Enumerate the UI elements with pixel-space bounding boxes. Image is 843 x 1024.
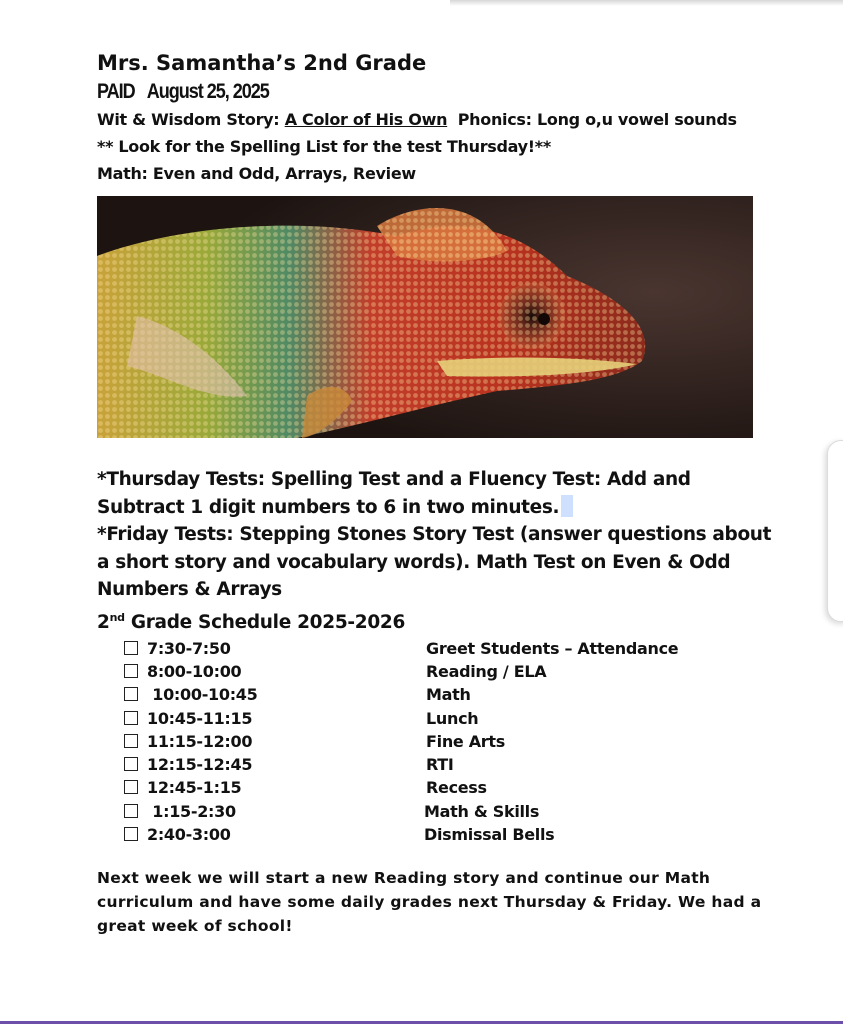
story-line — [97, 106, 777, 133]
schedule-item — [124, 755, 777, 778]
thursday-tests: *Thursday Tests: Spelling Test and a Fluency Test: Add and Subtract 1 digit numbers to 6 in two minutes. — [97, 469, 691, 518]
schedule-item — [124, 732, 777, 755]
date-line — [97, 78, 682, 106]
schedule-activity: Reading / ELA — [426, 661, 547, 681]
schedule-time: 11:15-12:00 — [147, 731, 253, 751]
schedule-item — [124, 662, 777, 685]
checkbox-icon[interactable] — [124, 641, 138, 655]
schedule-activity: RTI — [426, 755, 454, 775]
paid-label: PAID — [97, 80, 135, 103]
wit-wisdom-label: Wit & Wisdom Story: — [97, 110, 280, 129]
schedule-item — [124, 639, 777, 662]
schedule-time: 8:00-10:00 — [147, 661, 242, 681]
text-cursor — [561, 495, 573, 517]
chameleon-photo-icon — [97, 196, 753, 438]
schedule-item — [124, 802, 777, 825]
schedule-time: 10:45-11:15 — [147, 708, 253, 728]
schedule-activity: Lunch — [426, 708, 479, 728]
top-shadow — [450, 0, 843, 6]
schedule-title: 2nd Grade Schedule 2025-2026 — [97, 610, 406, 633]
math-topics: Math: Even and Odd, Arrays, Review — [97, 164, 416, 183]
newsletter-date: August 25, 2025 — [146, 80, 269, 103]
checkbox-icon[interactable] — [124, 687, 138, 701]
schedule-item — [124, 685, 777, 708]
schedule-activity: Greet Students – Attendance — [426, 638, 679, 658]
schedule-list — [97, 639, 777, 849]
spelling-reminder: ** Look for the Spelling List for the test Thursday!** — [97, 137, 551, 156]
checkbox-icon[interactable] — [124, 734, 138, 748]
schedule-item — [124, 825, 777, 848]
schedule-time: 12:15-12:45 — [147, 755, 253, 775]
schedule-time: 2:40-3:00 — [147, 825, 231, 845]
page-title: Mrs. Samantha’s 2nd Grade — [97, 51, 427, 75]
schedule-time: 10:00-10:45 — [147, 685, 258, 705]
schedule-time: 12:45-1:15 — [147, 778, 242, 798]
newsletter-document — [97, 48, 777, 938]
phonics-text: Phonics: Long o,u vowel sounds — [457, 110, 737, 129]
side-panel-handle[interactable] — [827, 440, 843, 622]
story-title: A Color of His Own — [284, 110, 448, 129]
schedule-activity: Math — [426, 685, 471, 705]
checkbox-icon[interactable] — [124, 664, 138, 678]
schedule-activity: Recess — [426, 778, 487, 798]
checkbox-icon[interactable] — [124, 804, 138, 818]
schedule-item — [124, 778, 777, 801]
tests-section — [97, 466, 777, 604]
checkbox-icon[interactable] — [124, 827, 138, 841]
schedule-time: 1:15-2:30 — [147, 801, 236, 821]
schedule-activity: Fine Arts — [426, 731, 505, 751]
schedule-activity: Math & Skills — [424, 801, 540, 821]
schedule-item — [124, 709, 777, 732]
checkbox-icon[interactable] — [124, 780, 138, 794]
schedule-time: 7:30-7:50 — [147, 638, 231, 658]
closing-note: Next week we will start a new Reading story and continue our Math curriculum and have some daily grades next Thursday & Friday. We had a great week of school! — [97, 869, 762, 936]
checkbox-icon[interactable] — [124, 711, 138, 725]
checkbox-icon[interactable] — [124, 757, 138, 771]
friday-tests: *Friday Tests: Stepping Stones Story Test (answer questions about a short story and vocabulary words). Math Test on Even & Odd Numbers & Arrays — [97, 524, 772, 600]
schedule-activity: Dismissal Bells — [424, 825, 555, 845]
